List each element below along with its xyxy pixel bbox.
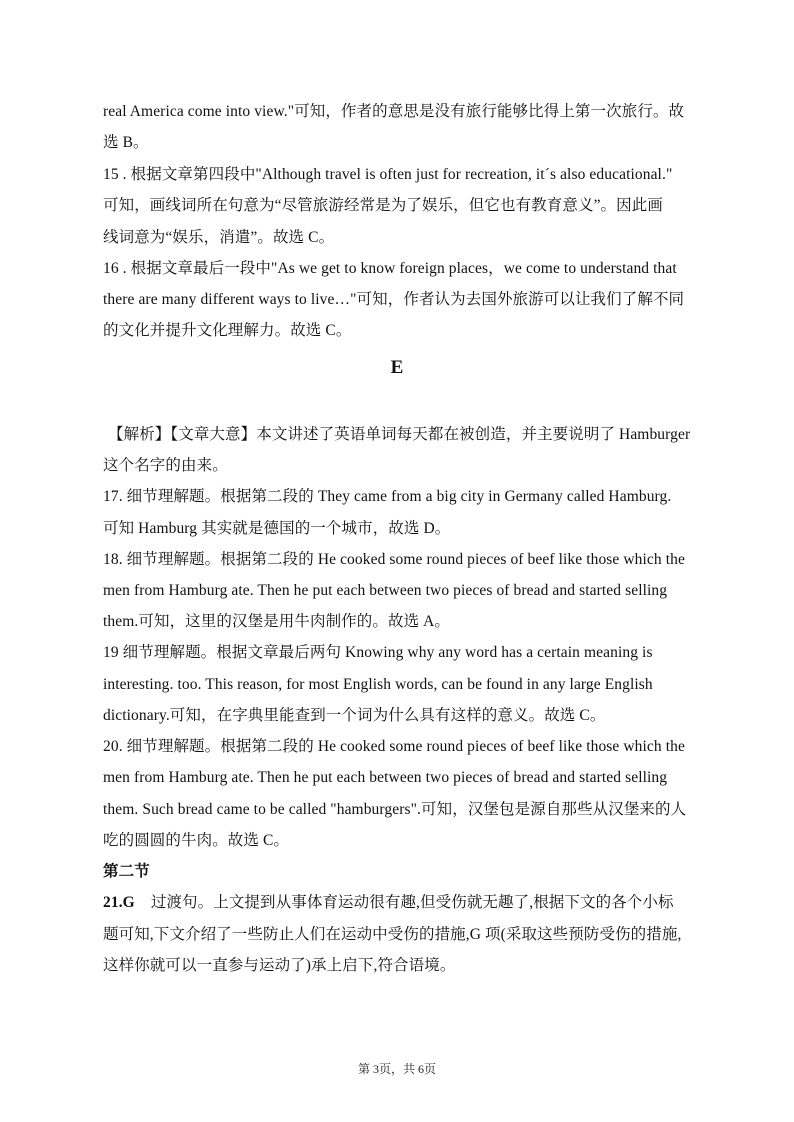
- answer-21-text: 过渡句。上文提到从事体育运动很有趣,但受伤就无趣了,根据下文的各个小标: [150, 894, 674, 911]
- answer-18-line: men from Hamburg ate. Then he put each between two pieces of bread and started selling: [103, 582, 668, 599]
- paragraph-line: real America come into view."可知，作者的意思是没有旅行能够比得上第一次旅行。故: [103, 103, 685, 120]
- answer-15-line: 15 . 根据文章第四段中"Although travel is often just for recreation, it´s also educational.": [103, 166, 673, 183]
- answer-15-line: 可知，画线词所在句意为“尽管旅游经常是为了娱乐，但它也有教育意义”。因此画: [103, 197, 663, 214]
- section-heading-e: E: [390, 357, 404, 378]
- answer-20-line: 吃的圆圆的牛肉。故选 C。: [103, 832, 290, 849]
- answer-20-line: men from Hamburg ate. Then he put each between two pieces of bread and started selling: [103, 769, 668, 786]
- answer-19-line: interesting. too. This reason, for most English words, can be found in any large English: [103, 676, 653, 693]
- answer-16-line: 的文化并提升文化理解力。故选 C。: [103, 322, 352, 339]
- answer-15-line: 线词意为“娱乐，消遣”。故选 C。: [103, 229, 335, 246]
- answer-21-number: 21.G: [103, 894, 135, 911]
- answer-21-line: 题可知,下文介绍了一些防止人们在运动中受伤的措施,G 项(采取这些预防受伤的措施,: [103, 926, 682, 943]
- paragraph-line: 选 B。: [103, 134, 149, 151]
- answer-21-line: 这样你就可以一直参与运动了)承上启下,符合语境。: [103, 957, 456, 974]
- answer-19-line: dictionary.可知，在字典里能查到一个词为什么具有这样的意义。故选 C。: [103, 707, 606, 724]
- answer-19-line: 19 细节理解题。根据文章最后两句 Knowing why any word has a certain meaning is: [103, 644, 653, 661]
- section-heading-part2: 第二节: [103, 863, 150, 880]
- page-number-footer: 第 3页，共 6页: [357, 1062, 436, 1076]
- answer-21-first-line: [103, 893, 703, 913]
- answer-16-line: 16 . 根据文章最后一段中"As we get to know foreign places，we come to understand that: [103, 260, 677, 277]
- summary-line: 这个名字的由来。: [103, 457, 228, 474]
- answer-20-line: them. Such bread came to be called "hamburgers".可知，汉堡包是源自那些从汉堡来的人: [103, 801, 687, 818]
- answer-17-line: 可知 Hamburg 其实就是德国的一个城市，故选 D。: [103, 520, 451, 537]
- answer-18-line: 18. 细节理解题。根据第二段的 He cooked some round pieces of beef like those which the: [103, 551, 685, 568]
- answer-18-line: them.可知，这里的汉堡是用牛肉制作的。故选 A。: [103, 613, 451, 630]
- summary-line: 【解析】【文章大意】本文讲述了英语单词每天都在被创造，并主要说明了 Hamburger: [108, 426, 691, 443]
- answer-16-line: there are many different ways to live…"可知，作者认为去国外旅游可以让我们了解不同: [103, 291, 685, 308]
- answer-17-line: 17. 细节理解题。根据第二段的 They came from a big city in Germany called Hamburg.: [103, 488, 672, 505]
- answer-20-line: 20. 细节理解题。根据第二段的 He cooked some round pieces of beef like those which the: [103, 738, 685, 755]
